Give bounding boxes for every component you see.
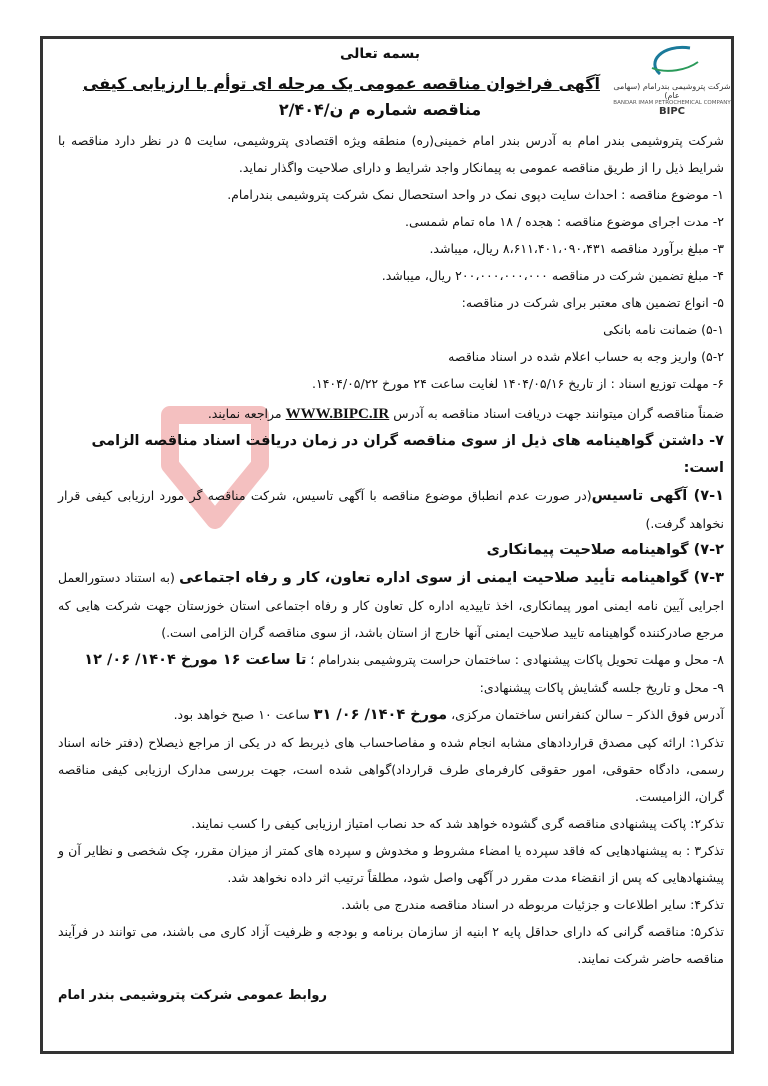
section-7-2: ۷-۲) گواهینامه صلاحیت پیمانکاری	[486, 542, 724, 558]
note-3: تذکر۳ : به پیشنهادهایی که فاقد سپرده یا امضاء مشروط و مخدوش و سپرده های کمتر از میزان مقرر، چک شخصی و نظایر آن و پیشنهادهایی که پس از انقضاء مدت مقرر در آگهی واصل شود، مطلقاً ترتیب اثر داده نخواهد شد.	[58, 843, 724, 885]
section-7-3: ۷-۳) گواهینامه تأیید صلاحیت ایمنی از سوی اداره تعاون، کار و رفاه اجتماعی (به استناد دستورالعمل اجرایی آیین نامه ایمنی امور پیمانکاری، اخذ تاییدیه اداره کل تعاون کار و رفاه اجتماعی استان خوزستان جهت شرکت هایی که مرجع صادرکننده گواهینامه تایید صلاحیت ایمنی آنها خارج از استان باشد، از سوی مناقصه گران الزامی است.)	[58, 570, 724, 640]
tender-number: مناقصه شماره م ن/۲/۴۰۴	[278, 100, 482, 119]
logo-swoosh-icon	[642, 44, 702, 78]
note-2: تذکر۲: پاکت پیشنهادی مناقصه گری گشوده خواهد شد که حد نصاب امتیاز ارزیابی کیفی را کسب نمایند.	[191, 816, 724, 831]
note-1: تذکر۱: ارائه کپی مصدق قراردادهای مشابه انجام شده و مفاصاحساب های ذیربط که در یکی از مراجع ذیصلاح (دفتر خانه اسناد رسمی، دادگاه حقوقی، امور حقوقی کارفرمای طرف قرارداد)گواهی شده است، جهت بررسی مدارک ارزیابی کیفی مناقصه گران، الزامیست.	[58, 735, 724, 804]
note-4: تذکر۴: سایر اطلاعات و جزئیات مربوطه در اسناد مناقصه مندرج می باشد.	[341, 897, 724, 912]
item-1: ۱- موضوع مناقصه : احداث سایت دپوی نمک در واحد استحصال نمک شرکت پتروشیمی بندرامام.	[227, 187, 724, 202]
logo-text-fa: شرکت پتروشیمی بندرامام (سهامی عام)	[613, 82, 731, 100]
company-logo	[612, 44, 732, 124]
item-5-2: ۵-۲) واریز وجه به حساب اعلام شده در اسناد مناقصه	[448, 349, 724, 364]
item-4: ۴- مبلغ تضمین شرکت در مناقصه ۲۰۰،۰۰۰،۰۰۰،۰۰۰ ریال، میباشد.	[381, 268, 724, 283]
item-8: ۸- محل و مهلت تحویل پاکات پیشنهادی : ساختمان حراست پتروشیمی بندرامام ؛ تا ساعت ۱۶ مورخ ۱۴۰۴/ ۰۶/ ۱۲	[84, 652, 724, 668]
item-5: ۵- انواع تضمین های معتبر برای شرکت در مناقصه:	[461, 295, 724, 310]
note-5: تذکر۵: مناقصه گرانی که دارای حداقل پایه ۲ ابنیه از سازمان برنامه و بودجه و ظرفیت آزاد کاری می باشند، می توانند در فرآیند مناقصه حاضر شرکت نمایند.	[58, 924, 724, 966]
logo-text-en: BANDAR IMAM PETROCHEMICAL COMPANY	[613, 100, 731, 106]
basmala: بسمه تعالی	[339, 46, 421, 62]
item-6: ۶- مهلت توزیع اسناد : از تاریخ ۱۴۰۴/۰۵/۱۶ لغایت ساعت ۲۴ مورخ ۱۴۰۴/۰۵/۲۲.	[312, 376, 724, 391]
item-5-1: ۵-۱) ضمانت نامه بانکی	[603, 322, 724, 337]
intro-paragraph: شرکت پتروشیمی بندر امام به آدرس بندر امام خمینی(ره) منطقه ویژه اقتصادی پتروشیمی، سایت ۵ در نظر دارد مناقصه با شرایط ذیل را از طریق مناقصه عمومی به پیمانکار واجد شرایط و دارای صلاحیت واگذار نماید.	[58, 133, 724, 175]
signature-row	[58, 982, 724, 1009]
page-title: آگهی فراخوان مناقصه عمومی یک مرحله ای توأم با ارزیابی کیفی	[82, 74, 600, 93]
section-7-1: ۷-۱) آگهی تاسیس(در صورت عدم انطباق موضوع مناقصه با آگهی تاسیس، شرکت مناقصه گر مورد ارزیابی کیفی قرار نخواهد گرفت.)	[58, 488, 724, 531]
signature: روابط عمومی شرکت پتروشیمی بندر امام	[58, 988, 328, 1003]
logo-abbr: BIPC	[658, 106, 685, 117]
section-7-heading: ۷- داشتن گواهینامه های ذیل از سوی مناقصه گران در زمان دریافت اسناد مناقصه الزامی است:	[91, 433, 724, 476]
item-2: ۲- مدت اجرای موضوع مناقصه : هجده / ۱۸ ماه تمام شمسی.	[405, 214, 724, 229]
document-body	[58, 127, 724, 1009]
item-3: ۳- مبلغ برآورد مناقصه ۸،۶۱۱،۴۰۱،۰۹۰،۴۳۱ ریال، میباشد.	[429, 241, 724, 256]
opening-address: آدرس فوق الذکر – سالن کنفرانس ساختمان مرکزی، مورخ ۱۴۰۴/ ۰۶/ ۳۱ ساعت ۱۰ صبح خواهد بود.	[173, 707, 724, 723]
website-line: ضمناً مناقصه گران میتوانند جهت دریافت اسناد مناقصه به آدرس WWW.BIPC.IR مراجعه نمایند.	[207, 406, 724, 422]
item-9: ۹- محل و تاریخ جلسه گشایش پاکات پیشنهادی:	[479, 680, 724, 695]
website-link[interactable]: WWW.BIPC.IR	[285, 406, 390, 422]
